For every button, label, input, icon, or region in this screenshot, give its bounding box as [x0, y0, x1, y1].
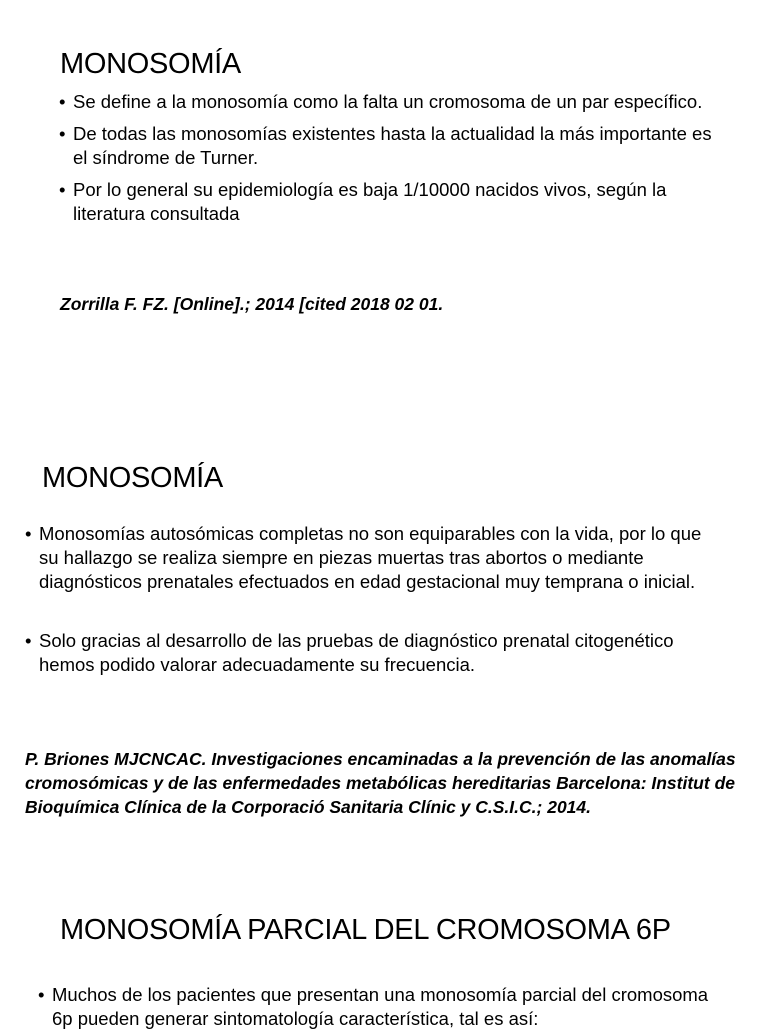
bullet-text: Se define a la monosomía como la falta un cromosoma de un par específico.: [73, 91, 703, 112]
bullet-text: Monosomías autosómicas completas no son equiparables con la vida, por lo que su hallazgo se realiza siempre en piezas muertas tras abortos o mediante diagnósticos prenatales efectuados en edad gestacional muy temprana o inicial.: [39, 523, 702, 592]
bullet-list: [59, 90, 719, 234]
slide-title: MONOSOMÍA: [42, 462, 223, 494]
slide-title: MONOSOMÍA: [60, 48, 241, 80]
slide-2: [0, 430, 768, 870]
citation: Zorrilla F. FZ. [Online].; 2014 [cited 2018 02 01.: [60, 294, 444, 314]
bullet-icon: •: [59, 179, 66, 200]
citation: P. Briones MJCNCAC. Investigaciones encaminadas a la prevención de las anomalías cromosómicas y de las enfermedades metabólicas hereditarias Barcelona: Institut de Bioquímica Clínica de la Corporació Sanitaria Clínic y C.S.I.C.; 2014.: [25, 749, 736, 817]
bullet-item: [59, 122, 719, 170]
bullet-text: De todas las monosomías existentes hasta la actualidad la más importante es el síndrome de Turner.: [73, 123, 712, 168]
bullet-icon: •: [59, 123, 66, 144]
slide-3: [0, 880, 768, 1029]
bullet-item: [59, 90, 719, 114]
bullet-icon: •: [25, 630, 32, 651]
bullet-list: [25, 522, 725, 677]
bullet-item: [25, 629, 725, 677]
bullet-item: [25, 522, 725, 594]
bullet-item: [59, 178, 719, 226]
slide-title: MONOSOMÍA PARCIAL DEL CROMOSOMA 6P: [60, 914, 671, 946]
slide-1: [0, 0, 768, 420]
bullet-text: Solo gracias al desarrollo de las pruebas de diagnóstico prenatal citogenético hemos podido valorar adecuadamente su frecuencia.: [39, 630, 674, 675]
bullet-icon: •: [59, 91, 66, 112]
bullet-icon: •: [38, 984, 45, 1005]
bullet-text: Muchos de los pacientes que presentan una monosomía parcial del cromosoma 6p pueden generar sintomatología característica, tal es así:: [52, 984, 709, 1029]
bullet-icon: •: [25, 523, 32, 544]
bullet-text: Por lo general su epidemiología es baja 1/10000 nacidos vivos, según la literatura consultada: [73, 179, 667, 224]
